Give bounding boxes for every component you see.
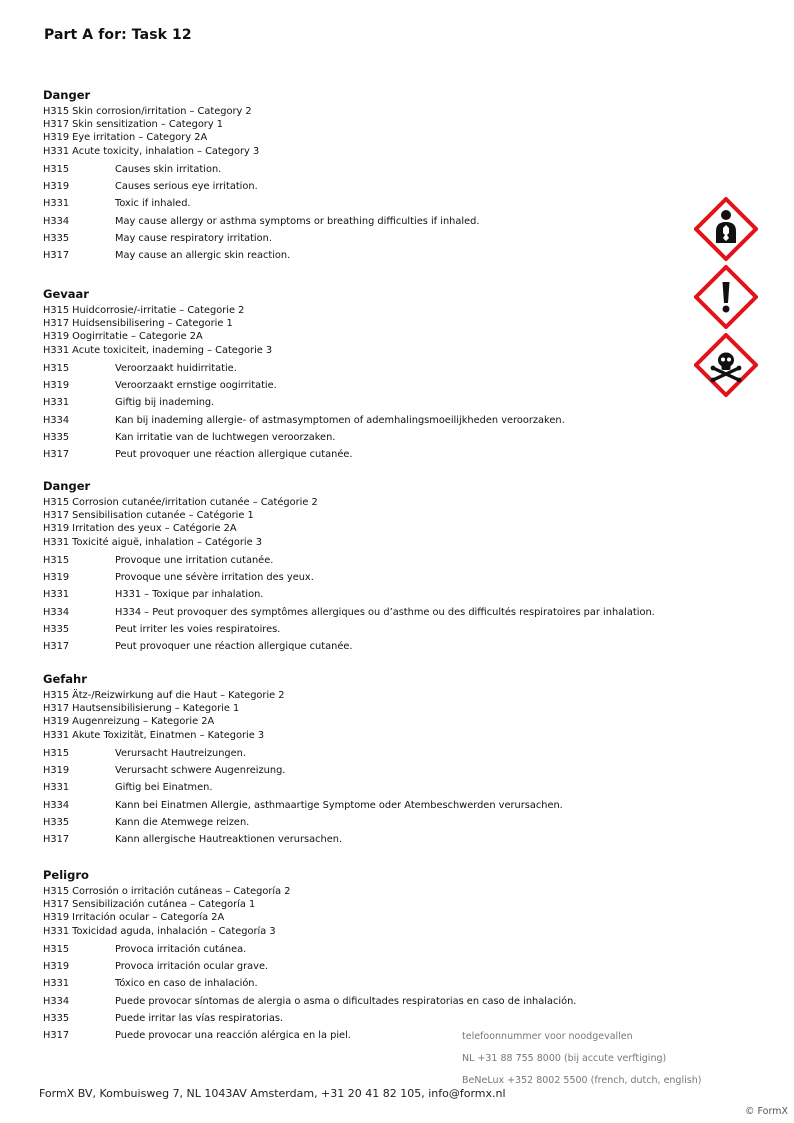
hazard-code: H334 — [43, 215, 70, 227]
emergency-label: telefoonnummer voor noodgevallen — [462, 1031, 633, 1042]
hazard-code: H335 — [43, 431, 70, 443]
hazard-text: Provoca irritación cutánea. — [115, 943, 247, 955]
hazard-section-en — [43, 88, 683, 265]
hazard-code: H319 — [43, 181, 70, 193]
hazard-code: H335 — [43, 232, 70, 244]
hazard-text: Tóxico en caso de inhalación. — [115, 978, 258, 990]
hazard-statement-row — [43, 1010, 683, 1027]
section-heading: Gefahr — [43, 672, 87, 686]
hazard-statement-row — [43, 569, 683, 586]
hazard-code: H334 — [43, 414, 70, 426]
classification-line: H317 Skin sensitization – Category 1 — [43, 119, 223, 131]
hazard-statement-row — [43, 814, 683, 831]
hazard-text: Puede provocar síntomas de alergia o asma o dificultades respiratorias en caso de inhalación. — [115, 995, 577, 1007]
hazard-text: Giftig bei Einatmen. — [115, 782, 213, 794]
hazard-code: H331 — [43, 978, 70, 990]
hazard-code: H315 — [43, 943, 70, 955]
hazard-statement-row — [43, 230, 683, 247]
hazard-text: Veroorzaakt ernstige oogirritatie. — [115, 380, 277, 392]
hazard-section-es — [43, 868, 683, 1045]
hazard-code: H317 — [43, 1030, 70, 1042]
emergency-contact — [462, 1029, 701, 1088]
hazard-statement-row — [43, 195, 683, 212]
hazard-statement-row — [43, 394, 683, 411]
hazard-code: H335 — [43, 816, 70, 828]
hazard-code: H334 — [43, 606, 70, 618]
hazard-code: H317 — [43, 250, 70, 262]
section-heading: Danger — [43, 88, 91, 102]
classification-line: H317 Hautsensibilisierung – Kategorie 1 — [43, 703, 240, 715]
hazard-text: Kan irritatie van de luchtwegen veroorzaken. — [115, 431, 336, 443]
hazard-text: Peut provoquer une réaction allergique cutanée. — [115, 449, 353, 461]
classification-line: H331 Akute Toxizität, Einatmen – Kategorie 3 — [43, 729, 265, 741]
classification-line: H331 Acute toxiciteit, inademing – Categorie 3 — [43, 344, 273, 356]
hazard-text: Kann bei Einatmen Allergie, asthmaartige Symptome oder Atembeschwerden verursachen. — [115, 799, 563, 811]
hazard-statement-row — [43, 412, 683, 429]
classification-line: H319 Eye irritation – Category 2A — [43, 132, 208, 144]
hazard-code: H315 — [43, 554, 70, 566]
hazard-text: May cause respiratory irritation. — [115, 232, 272, 244]
classification-line: H319 Augenreizung – Kategorie 2A — [43, 716, 215, 728]
hazard-statement-row — [43, 247, 683, 264]
hazard-statement-row — [43, 178, 683, 195]
emergency-phone-benelux: BeNeLux +352 8002 5500 (french, dutch, english) — [462, 1075, 702, 1086]
classification-line: H319 Irritation des yeux – Catégorie 2A — [43, 523, 237, 535]
hazard-text: H331 – Toxique par inhalation. — [115, 589, 264, 601]
hazard-statement-row — [43, 446, 683, 463]
classification-line: H317 Sensibilisation cutanée – Catégorie 1 — [43, 510, 254, 522]
hazard-text: Causes serious eye irritation. — [115, 181, 258, 193]
classification-line: H331 Acute toxicity, inhalation – Category 3 — [43, 145, 260, 157]
hazard-text: Causes skin irritation. — [115, 163, 222, 175]
hazard-section-fr — [43, 479, 683, 656]
hazard-text: Provoque une irritation cutanée. — [115, 554, 274, 566]
hazard-section-nl — [43, 287, 683, 464]
hazard-code: H334 — [43, 995, 70, 1007]
exclamation-mark-icon — [694, 265, 758, 329]
hazard-code: H319 — [43, 765, 70, 777]
classification-line: H319 Oogirritatie – Categorie 2A — [43, 331, 203, 343]
hazard-text: Puede irritar las vías respiratorias. — [115, 1012, 284, 1024]
hazard-statement-row — [43, 638, 683, 655]
hazard-statement-row — [43, 604, 683, 621]
hazard-text: Verursacht schwere Augenreizung. — [115, 765, 286, 777]
hazard-statement-row — [43, 360, 683, 377]
hazard-text: H334 – Peut provoquer des symptômes allergiques ou d’asthme ou des difficultés respiratoires par inhalation. — [115, 606, 655, 618]
classification-line: H331 Toxicidad aguda, inhalación – Categoría 3 — [43, 925, 276, 937]
classification-line: H315 Corrosion cutanée/irritation cutanée – Catégorie 2 — [43, 497, 318, 508]
hazard-code: H317 — [43, 834, 70, 846]
hazard-code: H319 — [43, 572, 70, 584]
hazard-statement-row — [43, 552, 683, 569]
classification-line: H315 Ätz-/Reizwirkung auf die Haut – Kategorie 2 — [43, 690, 285, 701]
hazard-text: Peut provoquer une réaction allergique cutanée. — [115, 641, 353, 653]
hazard-code: H335 — [43, 623, 70, 635]
hazard-text: Kann die Atemwege reizen. — [115, 816, 250, 828]
hazard-statement-row — [43, 993, 683, 1010]
hazard-statement-row — [43, 429, 683, 446]
hazard-text: Kann allergische Hautreaktionen verursachen. — [115, 834, 343, 846]
hazard-text: Verursacht Hautreizungen. — [115, 747, 247, 759]
classification-line: H319 Irritación ocular – Categoría 2A — [43, 912, 225, 924]
hazard-statement-row — [43, 377, 683, 394]
hazard-code: H334 — [43, 799, 70, 811]
hazard-text: Veroorzaakt huidirritatie. — [115, 362, 237, 374]
company-footer: FormX BV, Kombuisweg 7, NL 1043AV Amsterdam, +31 20 41 82 105, info@formx.nl — [39, 1087, 506, 1100]
hazard-text: Toxic if inhaled. — [115, 198, 191, 210]
skull-crossbones-icon — [694, 333, 758, 397]
hazard-code: H317 — [43, 449, 70, 461]
hazard-code: H331 — [43, 198, 70, 210]
hazard-section-de — [43, 672, 683, 849]
hazard-text: Provoca irritación ocular grave. — [115, 961, 269, 973]
hazard-text: Giftig bij inademing. — [115, 397, 215, 409]
hazard-statement-row — [43, 213, 683, 230]
emergency-phone-nl: NL +31 88 755 8000 (bij accute verftiging) — [462, 1053, 667, 1064]
hazard-statement-row — [43, 762, 683, 779]
hazard-code: H319 — [43, 380, 70, 392]
hazard-statement-row — [43, 975, 683, 992]
hazard-code: H315 — [43, 163, 70, 175]
hazard-text: Peut irriter les voies respiratoires. — [115, 623, 281, 635]
hazard-statement-row — [43, 941, 683, 958]
hazard-statement-row — [43, 161, 683, 178]
classification-line: H317 Huidsensibilisering – Categorie 1 — [43, 318, 233, 330]
hazard-statement-row — [43, 745, 683, 762]
copyright-notice: © FormX — [745, 1106, 788, 1117]
hazard-text: May cause allergy or asthma symptoms or breathing difficulties if inhaled. — [115, 215, 480, 227]
hazard-statement-row — [43, 621, 683, 638]
hazard-code: H317 — [43, 641, 70, 653]
hazard-code: H331 — [43, 397, 70, 409]
hazard-statement-row — [43, 797, 683, 814]
hazard-code: H331 — [43, 782, 70, 794]
hazard-code: H315 — [43, 747, 70, 759]
classification-line: H315 Huidcorrosie/-irritatie – Categorie 2 — [43, 305, 245, 316]
hazard-code: H319 — [43, 961, 70, 973]
hazard-statement-row — [43, 586, 683, 603]
hazard-statement-row — [43, 779, 683, 796]
health-hazard-icon — [694, 197, 758, 261]
classification-line: H315 Corrosión o irritación cutáneas – Categoría 2 — [43, 886, 291, 897]
section-heading: Gevaar — [43, 287, 89, 301]
hazard-text: Provoque une sévère irritation des yeux. — [115, 572, 314, 584]
hazard-statement-row — [43, 831, 683, 848]
section-heading: Danger — [43, 479, 91, 493]
classification-line: H317 Sensibilización cutánea – Categoría 1 — [43, 899, 256, 911]
hazard-statement-row — [43, 958, 683, 975]
hazard-code: H315 — [43, 362, 70, 374]
section-heading: Peligro — [43, 868, 89, 882]
ghs-pictograms — [694, 197, 758, 401]
hazard-code: H335 — [43, 1012, 70, 1024]
classification-line: H331 Toxicité aiguë, inhalation – Catégorie 3 — [43, 536, 263, 548]
hazard-code: H331 — [43, 589, 70, 601]
classification-line: H315 Skin corrosion/irritation – Category 2 — [43, 106, 252, 117]
hazard-text: May cause an allergic skin reaction. — [115, 250, 291, 262]
hazard-text: Kan bij inademing allergie- of astmasymptomen of ademhalingsmoeilijkheden veroorzaken. — [115, 414, 565, 426]
page-title: Part A for: Task 12 — [44, 27, 192, 43]
hazard-text: Puede provocar una reacción alérgica en la piel. — [115, 1030, 351, 1042]
